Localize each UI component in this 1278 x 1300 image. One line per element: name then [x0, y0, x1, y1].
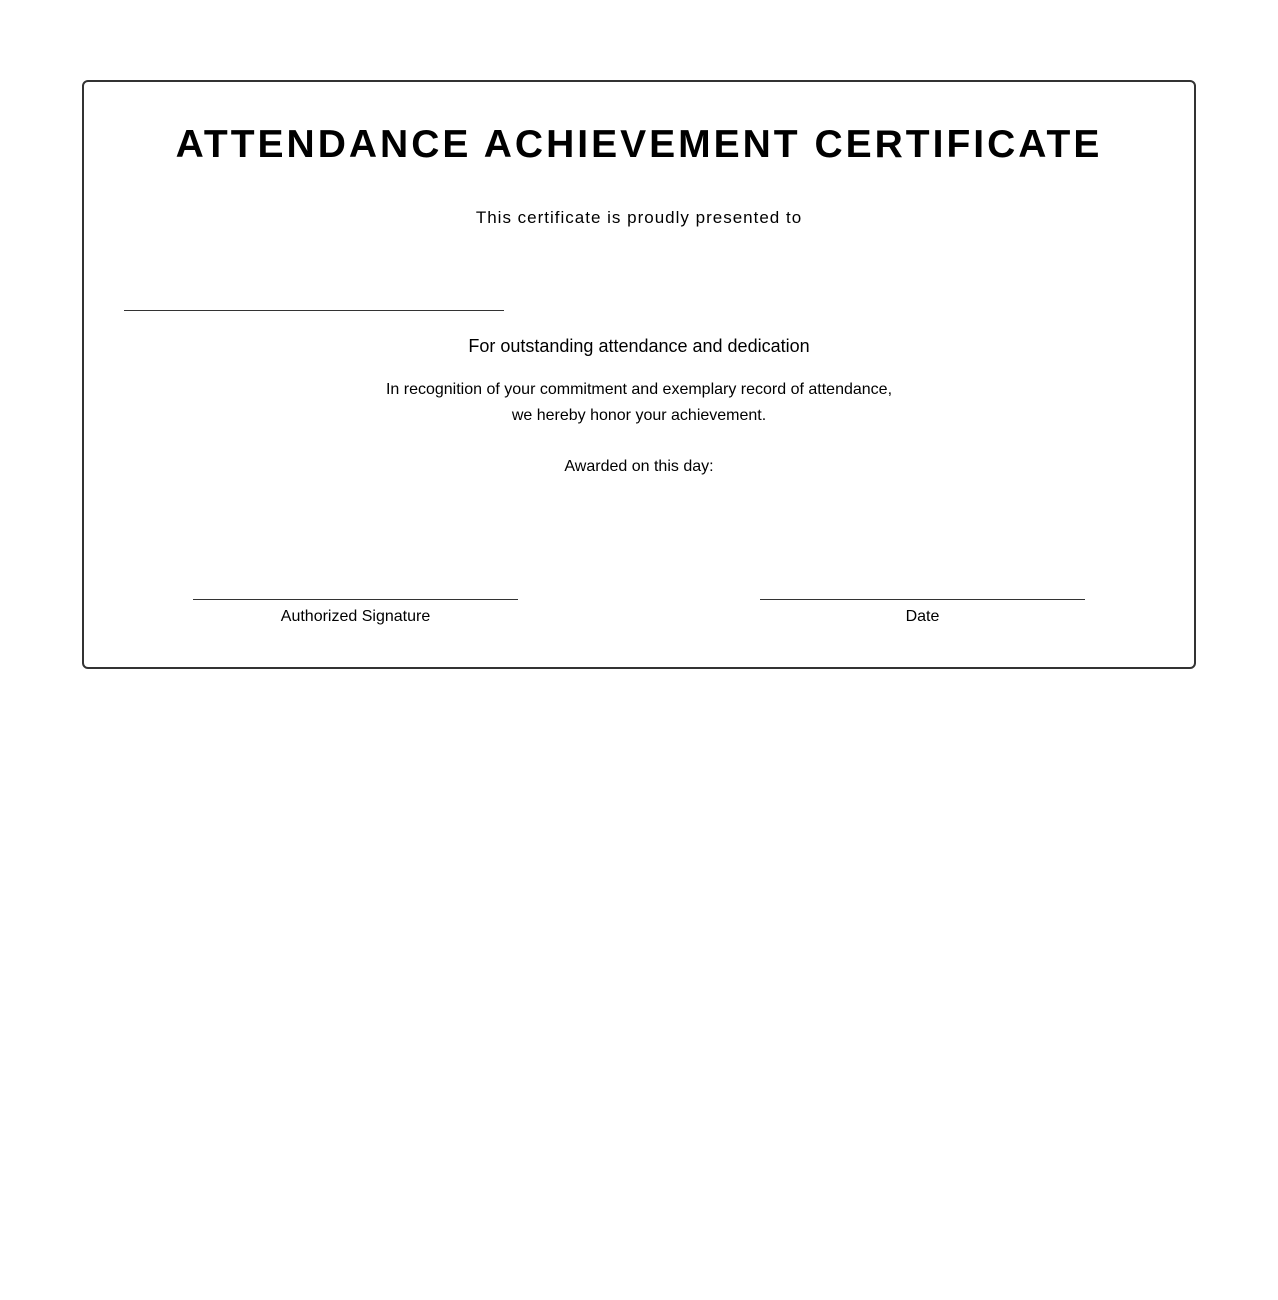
signature-line: [193, 599, 518, 600]
recognition-line-1: In recognition of your commitment and exemplary record of attendance,: [385, 381, 893, 398]
recognition-text: [84, 377, 1194, 429]
signature-label: Authorized Signature: [280, 608, 431, 625]
certificate-title: ATTENDANCE ACHIEVEMENT CERTIFICATE: [175, 123, 1103, 166]
recipient-name-line: [124, 310, 504, 311]
date-block: [760, 599, 1085, 626]
awarded-on-label: Awarded on this day:: [564, 458, 714, 475]
date-line: [760, 599, 1085, 600]
signature-block: [193, 599, 518, 626]
date-label: Date: [905, 608, 940, 625]
award-reason: For outstanding attendance and dedication: [468, 336, 810, 356]
certificate-frame: [82, 80, 1196, 669]
presented-to-text: This certificate is proudly presented to: [475, 208, 803, 227]
recognition-line-2: we hereby honor your achievement.: [511, 407, 767, 424]
